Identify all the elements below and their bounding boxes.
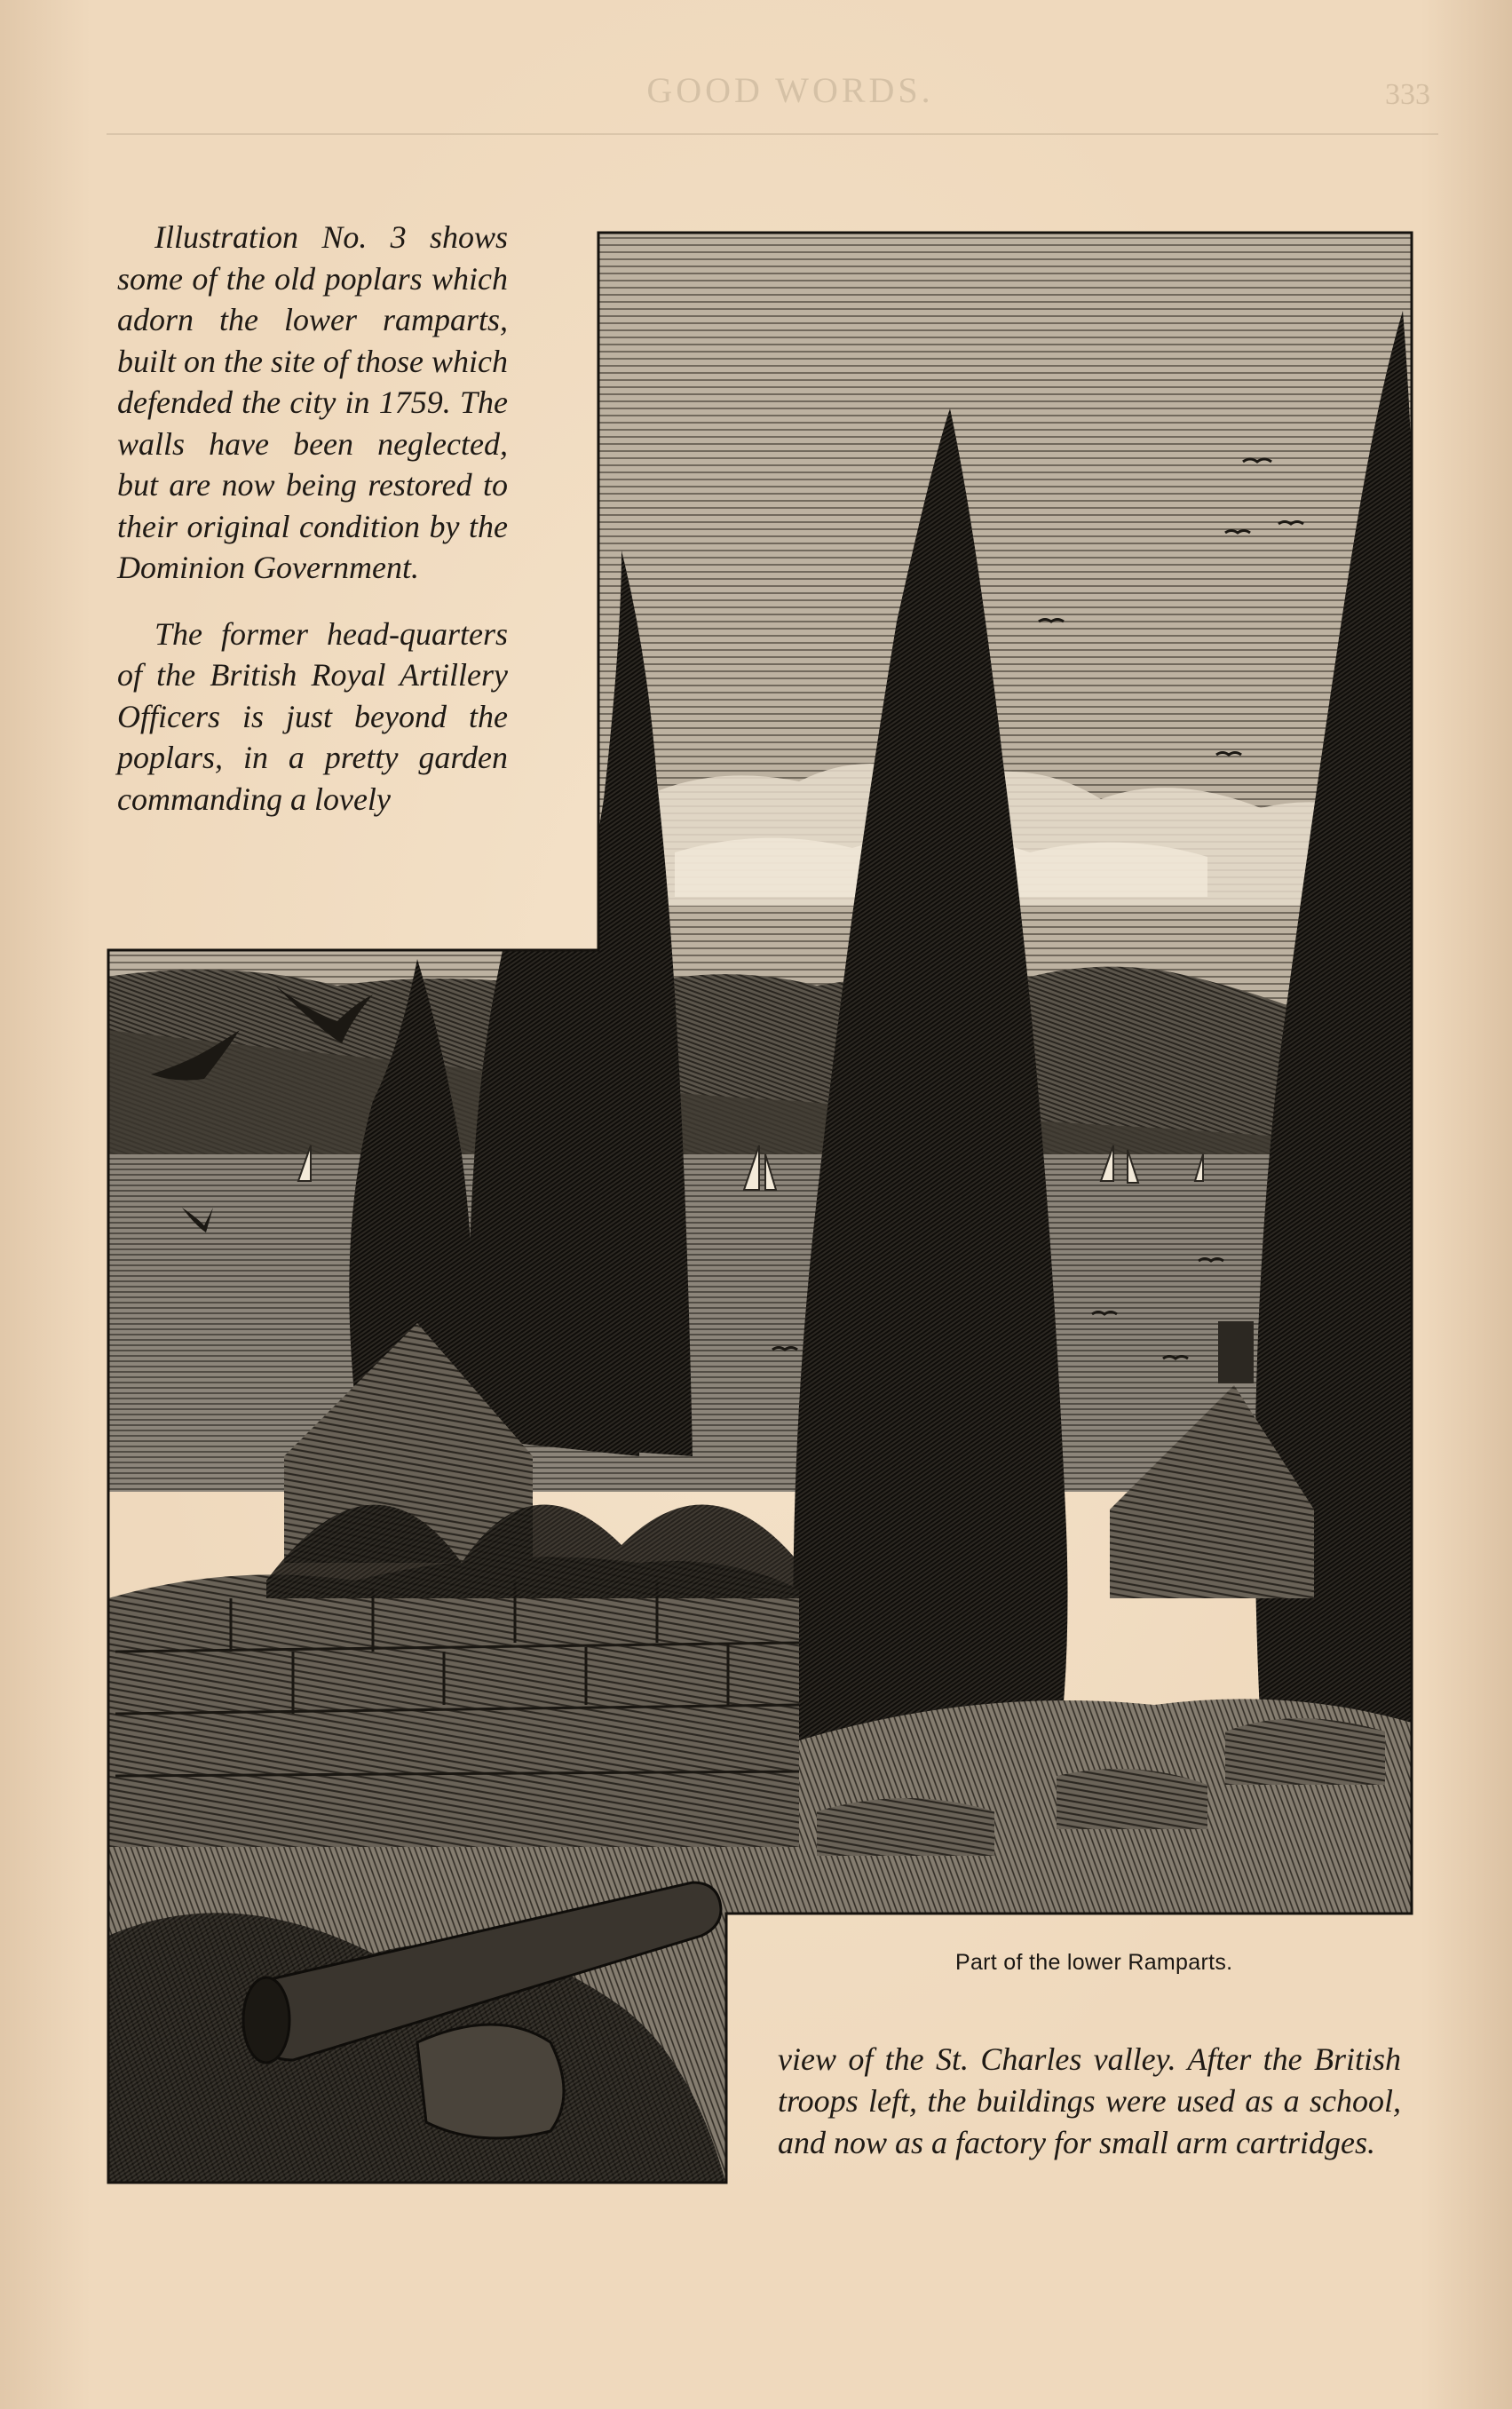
outro-paragraph: view of the St. Charles valley. After the British troops left, the buildings were used as a school, and now as a factory for small arm cartridges. [778, 2041, 1401, 2160]
running-head: GOOD WORDS. [646, 70, 934, 110]
illustration-caption: Part of the lower Ramparts. [955, 1950, 1233, 1975]
intro-text [117, 217, 508, 820]
page-number: 333 [1385, 78, 1430, 111]
outro-text [778, 2039, 1401, 2164]
intro-paragraph-2: The former head-quarters of the British Royal Artillery Officers is just beyond the poplars, in a pretty garden commanding a lovely [117, 615, 508, 817]
intro-paragraph-1: Illustration No. 3 shows some of the old poplars which adorn the lower ramparts, built on the site of those which defended the city in 1759. The walls have been neglected, but are now being restored to their original condition by the Dominion Government. [117, 219, 508, 585]
